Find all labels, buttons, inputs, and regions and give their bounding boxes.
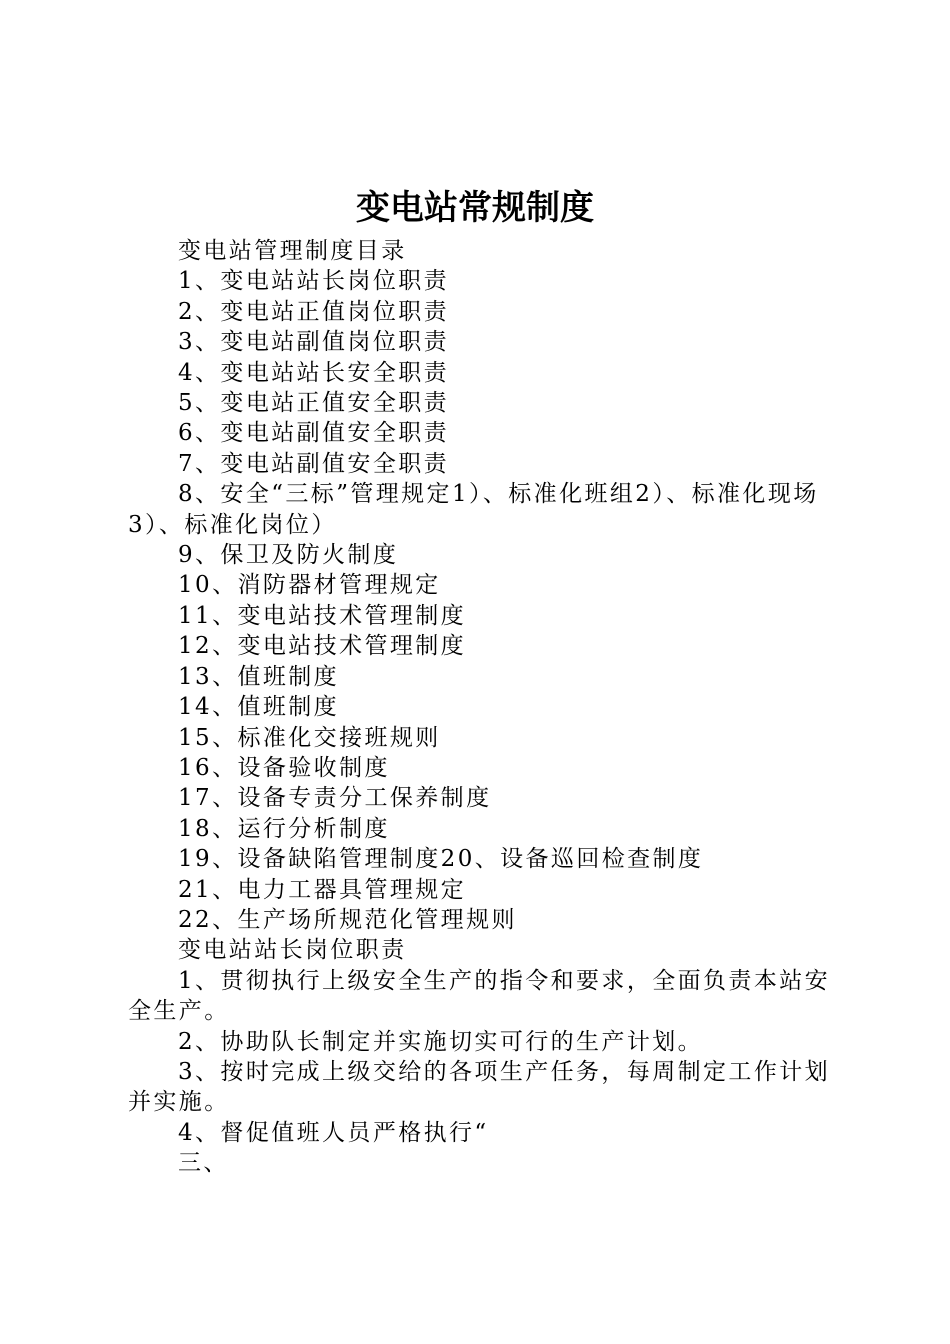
paragraph: 12、变电站技术管理制度 [178, 633, 467, 660]
paragraph: 5、变电站正值安全职责 [178, 390, 450, 417]
paragraph: 19、设备缺陷管理制度20、设备巡回检查制度 [178, 846, 704, 873]
paragraph: 7、变电站副值安全职责 [178, 450, 450, 477]
paragraph: 21、电力工器具管理规定 [178, 876, 467, 903]
paragraph: 6、变电站副值安全职责 [178, 420, 450, 447]
paragraph: 10、消防器材管理规定 [178, 572, 441, 599]
paragraph: 8、安全“三标”管理规定1）、标准化班组2）、标准化现场3）、标准化岗位） [128, 481, 819, 538]
paragraph: 变电站管理制度目录 [178, 238, 407, 264]
paragraph: 16、设备验收制度 [178, 754, 390, 781]
section-heading: 变电站站长岗位职责 [178, 937, 407, 964]
paragraph: 4、变电站站长安全职责 [178, 359, 450, 386]
paragraph: 3、按时完成上级交给的各项生产任务，每周制定工作计划并实施。 [128, 1058, 831, 1116]
document-title: 变电站常规制度 [356, 188, 594, 228]
paragraph: 14、值班制度 [178, 694, 340, 721]
paragraph: 13、值班制度 [178, 663, 340, 690]
paragraph: 3、变电站副值岗位职责 [178, 329, 450, 356]
paragraph: 22、生产场所规范化管理规则 [178, 906, 517, 933]
paragraph: 三、 [178, 1150, 229, 1177]
paragraph: 2、变电站正值岗位职责 [178, 298, 450, 325]
document-body [128, 236, 834, 1179]
paragraph: 17、设备专责分工保养制度 [178, 785, 492, 812]
paragraph: 11、变电站技术管理制度 [178, 602, 467, 629]
paragraph: 4、督促值班人员严格执行“ [178, 1119, 489, 1146]
paragraph: 18、运行分析制度 [178, 815, 390, 842]
paragraph: 1、贯彻执行上级安全生产的指令和要求，全面负责本站安全生产。 [128, 967, 831, 1025]
paragraph: 2、协助队长制定并实施切实可行的生产计划。 [178, 1028, 704, 1055]
paragraph: 9、保卫及防火制度 [178, 542, 399, 569]
paragraph: 1、变电站站长岗位职责 [178, 268, 450, 295]
paragraph: 15、标准化交接班规则 [178, 724, 441, 751]
